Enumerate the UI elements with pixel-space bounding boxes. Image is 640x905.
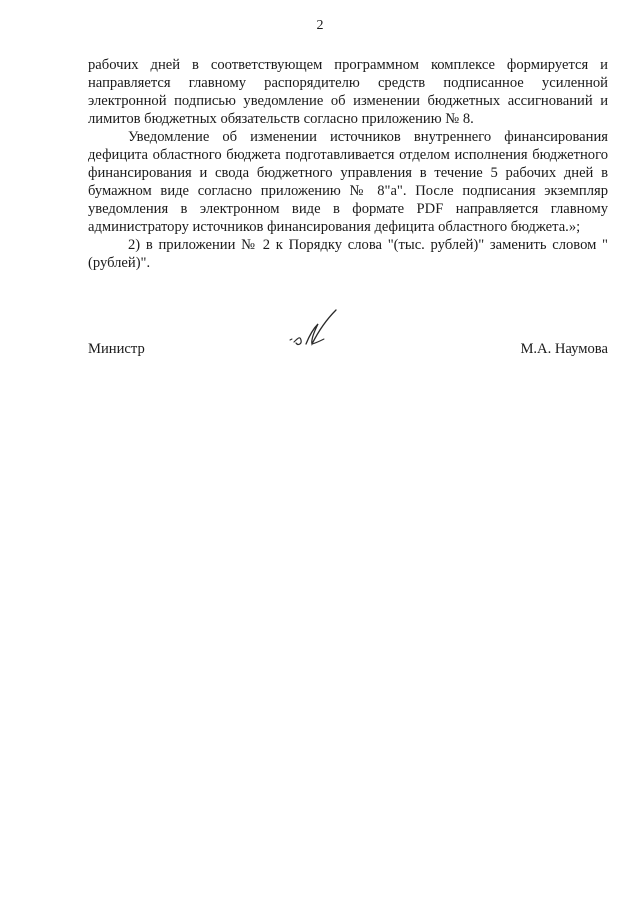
signature-block <box>88 340 608 370</box>
paragraph-continuation: рабочих дней в соответствующем программном комплексе формируется и направляется главному распорядителю средств подписанное усиленной электронной подписью уведомление об изменении бюджетных ассигнований и лимитов бюджетных обязательств согласно приложению № 8. <box>88 57 608 127</box>
paragraph-notification: Уведомление об изменении источников внутреннего финансирования дефицита областного бюджета подготавливается отделом исполнения бюджетного финансирования и свода бюджетного управления в течение 5 рабочих дней в бумажном виде согласно приложению № 8"а". После подписания экземпляр уведомления в электронном виде в формате PDF направляется главному администратору источников финансирования дефицита областного бюджета.»; <box>88 129 608 235</box>
paragraph-item-2: 2) в приложении № 2 к Порядку слова "(тыс. рублей)" заменить словом "(рублей)". <box>88 237 608 271</box>
page-number: 2 <box>316 18 324 33</box>
signatory-name: М.А. Наумова <box>520 341 608 357</box>
signatory-title: Министр <box>88 341 145 357</box>
handwritten-signature <box>284 306 344 352</box>
document-body <box>88 56 608 272</box>
